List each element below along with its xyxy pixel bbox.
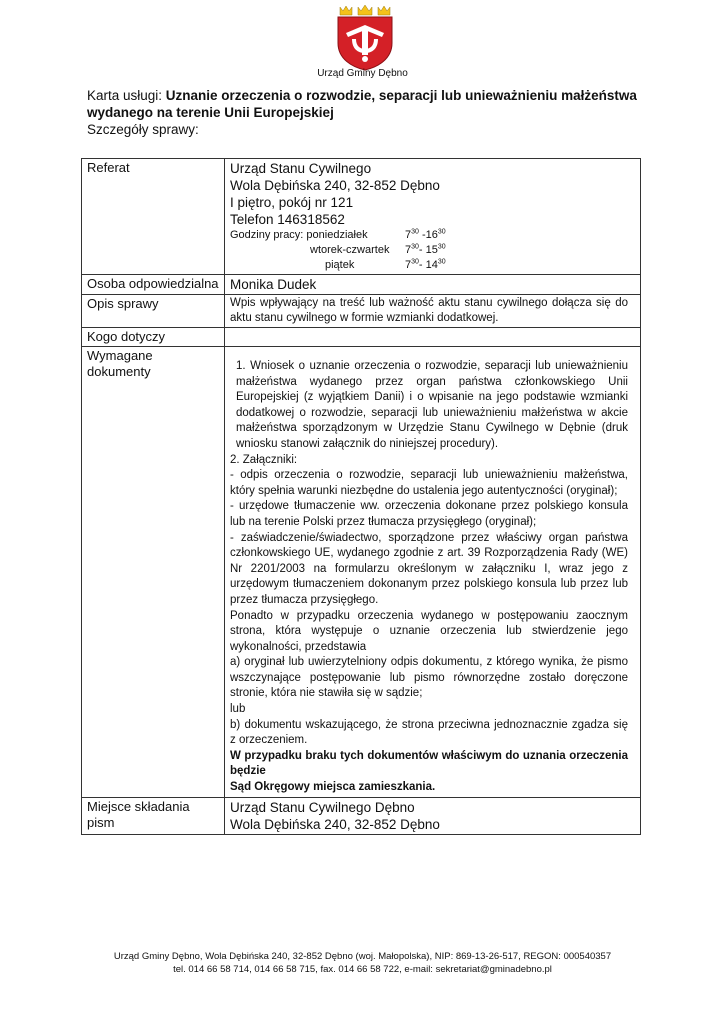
details-label: Szczegóły sprawy:	[87, 122, 199, 137]
row-miejsce	[82, 797, 641, 834]
hours-row	[230, 258, 635, 273]
label-opis: Opis sprawy	[82, 295, 225, 328]
label-referat: Referat	[82, 159, 225, 275]
value-opis: Wpis wpływający na treść lub ważność aktu stanu cywilnego dołącza się do aktu stanu cywilnego w formie wzmianki dodatkowej.	[225, 295, 641, 328]
service-card-table	[81, 158, 641, 835]
row-opis	[82, 295, 641, 328]
page-footer	[0, 950, 725, 976]
value-dokumenty	[225, 347, 641, 798]
service-title	[87, 87, 647, 121]
referat-line: Wola Dębińska 240, 32-852 Dębno	[230, 178, 440, 193]
crest-caption: Urząd Gminy Dębno	[317, 68, 408, 79]
doc-paragraph: - urzędowe tłumaczenie ww. orzeczenia dokonane przez polskiego konsula lub na terenie Polski przez tłumacza przysięgłego (oryginał);	[230, 500, 628, 528]
doc-paragraph: b) dokumentu wskazującego, że strona przeciwna jednoznacznie zgadza się z orzeczeniem.	[230, 718, 628, 747]
footer-line: Urząd Gminy Dębno, Wola Dębińska 240, 32-852 Dębno (woj. Małopolska), NIP: 869-13-26-517, REGON: 000540357	[113, 951, 612, 962]
value-miejsce	[225, 797, 641, 834]
row-osoba	[82, 275, 641, 295]
hours-day: piątek	[325, 259, 355, 271]
miejsce-line: Wola Dębińska 240, 32-852 Dębno	[230, 816, 440, 832]
coat-of-arms-logo	[334, 3, 396, 71]
service-title-prefix: Karta usługi:	[87, 88, 166, 103]
label-miejsce: Miejsce składania pism	[82, 797, 225, 834]
doc-bold-paragraph: Sąd Okręgowy miejsca zamieszkania.	[230, 781, 436, 794]
row-kogo	[82, 328, 641, 347]
miejsce-line: Urząd Stanu Cywilnego Dębno	[230, 799, 415, 815]
document-heading	[87, 87, 647, 138]
label-osoba: Osoba odpowiedzialna	[82, 275, 225, 295]
referat-line: I piętro, pokój nr 121	[230, 195, 354, 210]
footer-line: tel. 014 66 58 714, 014 66 58 715, fax. 014 66 58 722, e-mail: sekretariat@gminadebno.pl	[173, 964, 552, 975]
value-kogo	[225, 328, 641, 347]
doc-paragraph: a) oryginał lub uwierzytelniony odpis dokumentu, z którego wynika, że pismo wszczynające postępowanie lub pismo równorzędne zostało doręczone stronie, która nie stawiła się w sądzie;	[230, 656, 628, 700]
row-dokumenty	[82, 347, 641, 798]
hours-label: Godziny pracy: poniedziałek	[230, 229, 368, 241]
office-hours	[230, 228, 635, 273]
hours-row	[230, 228, 635, 243]
referat-line: Telefon 146318562	[230, 212, 345, 227]
hours-day: wtorek-czwartek	[310, 244, 390, 256]
doc-paragraph: Ponadto w przypadku orzeczenia wydanego w postępowaniu zaocznym strona, która występuje o uznanie orzeczenia lub stwierdzenie jego wykonalności, przedstawia	[230, 609, 628, 653]
value-referat	[225, 159, 641, 275]
referat-line: Urząd Stanu Cywilnego	[230, 161, 372, 176]
doc-paragraph: - zaświadczenie/świadectwo, sporządzone przez właściwy organ państwa członkowskiego UE, wydanego zgodnie z art. 39 Rozporządzenia Rady (WE) Nr 2201/2003 na formularzu określonym w załączniku I, wraz jego z urzędowym tłumaczeniem dokonanym przez polskiego konsula lub przez lub przez tłumacza przysięgłego.	[230, 531, 628, 606]
doc-paragraph: - odpis orzeczenia o rozwodzie, separacji lub unieważnieniu małżeństwa, który spełnia warunki niezbędne do ustalenia jego autentyczności (oryginał);	[230, 469, 628, 497]
hours-time: $7^{30}$ $-16^{30}$	[405, 228, 446, 241]
label-dokumenty: Wymagane dokumenty	[82, 347, 225, 798]
service-title-text: Uznanie orzeczenia o rozwodzie, separacji lub unieważnieniu małżeństwa wydanego na terenie Unii Europejskiej	[87, 88, 637, 120]
doc-paragraph: lub	[230, 703, 246, 716]
doc-paragraph: 1. Wniosek o uznanie orzeczenia o rozwodzie, separacji lub unieważnieniu małżeństwa wydanego przez organ państwa członkowskiego Unii Europejskiej (z wyjątkiem Danii) i o wpisanie na jego podstawie wzmianki dodatkowej o rozwodzie, separacji lub unieważnieniu małżeństwa w akcie małżeństwa sporządzonym w Urzędzie Stanu Cywilnego w Dębnie (druk wniosku stanowi załącznik do niniejszej procedury).	[236, 360, 628, 450]
hours-time: $7^{30}-$ $15^{30}$	[405, 243, 446, 256]
doc-paragraph: 2. Załączniki:	[230, 453, 298, 466]
value-osoba: Monika Dudek	[225, 275, 641, 295]
hours-time: $7^{30}-$ $14^{30}$	[405, 258, 446, 271]
doc-bold-paragraph: W przypadku braku tych dokumentów właściwym do uznania orzeczenia będzie	[230, 749, 628, 778]
label-kogo: Kogo dotyczy	[82, 328, 225, 347]
row-referat	[82, 159, 641, 275]
hours-row	[230, 243, 635, 258]
